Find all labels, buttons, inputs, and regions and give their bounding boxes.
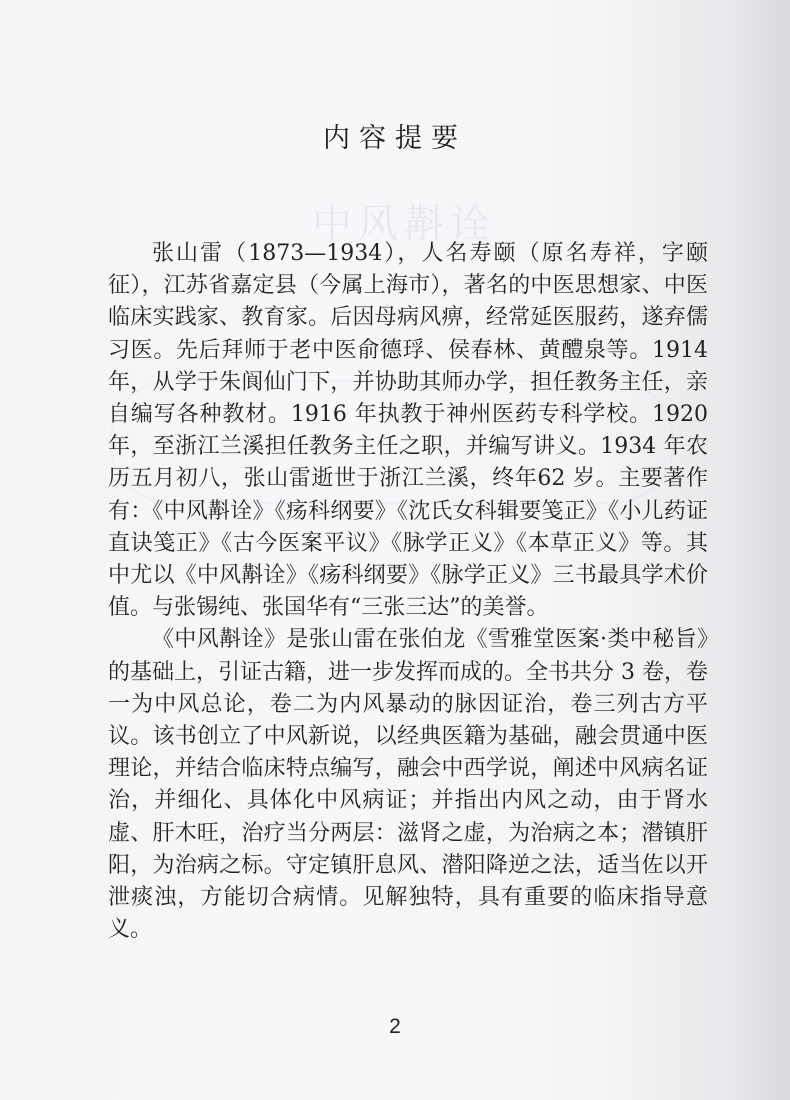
summary-paragraph-2: 《中风斠诠》是张山雷在张伯龙《雪雅堂医案·类中秘旨》的基础上，引证古籍，进一步发挥而成的。全书共分 3 卷，卷一为中风总论，卷二为内风暴动的脉因证治，卷三列古方平议。该书创立了中风新说，以经典医籍为基础，融会贯通中医理论，并结合临床特点编写，融会中西学说，阐述中风病名证治，并细化、具体化中风病证；并指出内风之动，由于肾水虚、肝木旺，治疗当分两层：滋肾之虚，为治病之本；潜镇肝阳，为治病之标。守定镇肝息风、潜阳降逆之法，适当佐以开泄痰浊，方能切合病情。见解独特，具有重要的临床指导意义。 xyxy=(108,627,708,943)
page-title: 内容提要 xyxy=(323,123,467,154)
summary-body xyxy=(108,238,708,946)
watermark-title: 中风斠诠 xyxy=(312,201,496,247)
summary-paragraph-1: 张山雷（1873—1934），人名寿颐（原名寿祥，字颐征），江苏省嘉定县（今属上海市），著名的中医思想家、中医临床实践家、教育家。后因母病风痹，经常延医服药，遂弃儒习医。先后拜师于老中医俞德琈、侯春林、黄醴泉等。1914 年，从学于朱阆仙门下，并协助其师办学，担任教务主任，亲自编写各种教材。1916 年执教于神州医药专科学校。1920 年，至浙江兰溪担任教务主任之职，并编写讲义。1934 年农历五月初八，张山雷逝世于浙江兰溪，终年62 岁。主要著作有：《中风斠诠》《疡科纲要》《沈氏女科辑要笺正》《小儿药证直诀笺正》《古今医案平议》《脉学正义》《本草正义》等。其中尤以《中风斠诠》《疡科纲要》《脉学正义》三书最具学术价值。与张锡纯、张国华有“三张三达”的美誉。 xyxy=(108,241,708,621)
page-number: 2 xyxy=(389,1015,401,1038)
